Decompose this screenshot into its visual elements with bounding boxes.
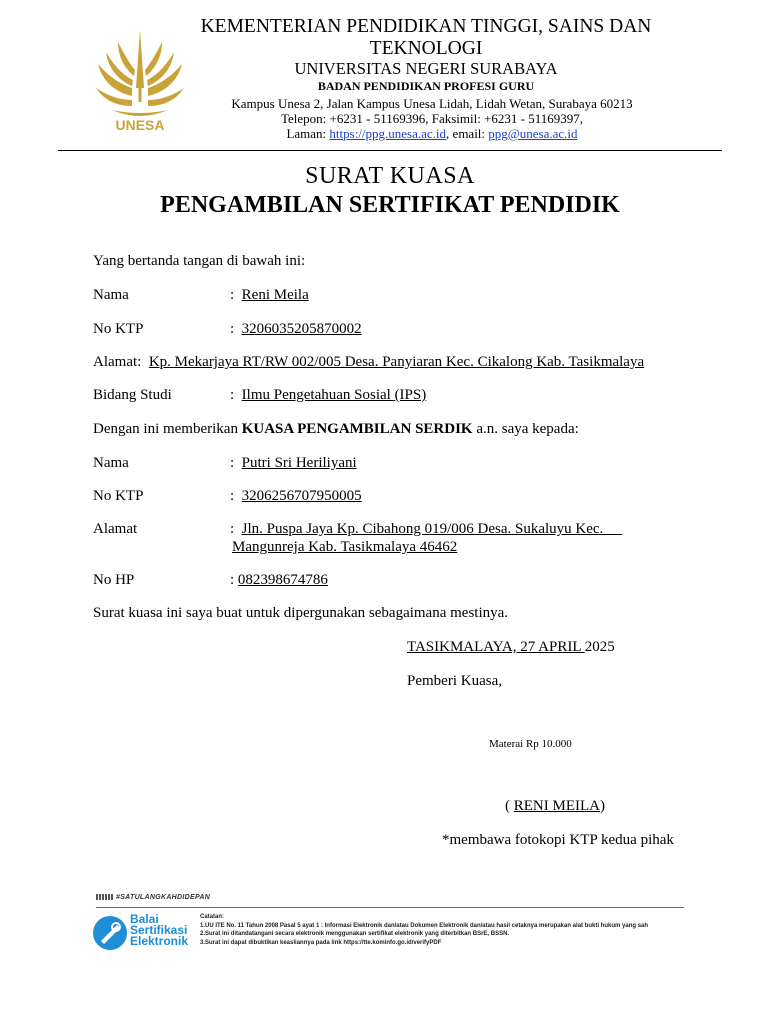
year: 2025 [584, 639, 615, 655]
bse-brand: Balai Sertifikasi Elektronik [130, 912, 189, 948]
grantee-name-row: : Putri Sri Heriliyani [230, 455, 357, 471]
footer-tagline: #SATULANGKAHDIDEPAN [96, 894, 686, 901]
grantor-name-row: : Reni Meila [230, 287, 309, 303]
grantor-address-row [93, 353, 644, 371]
notes-title: Catatan: [200, 914, 225, 920]
unesa-logo [92, 26, 188, 134]
grantor-field: Ilmu Pengetahuan Sosial (IPS) [241, 387, 427, 403]
closing-text: Surat kuasa ini saya buat untuk dipergunakan sebagaimana mestinya. [93, 605, 509, 621]
grantee-ktp: 3206256707950005 [241, 488, 362, 504]
header-divider [58, 150, 722, 151]
address-line: Kampus Unesa 2, Jalan Kampus Unesa Lidah, Lidah Wetan, Surabaya 60213 [231, 96, 633, 111]
university-name: UNIVERSITAS NEGERI SURABAYA [294, 59, 558, 78]
barcode-icon [96, 894, 114, 900]
footnote: *membawa fotokopi KTP kedua pihak [442, 832, 674, 848]
website-link[interactable]: https://ppg.unesa.ac.id [329, 126, 447, 141]
signer-name-row: ( RENI MEILA) [505, 798, 605, 814]
agency-name: BADAN PENDIDIKAN PROFESI GURU [317, 79, 535, 93]
logo-text: UNESA [115, 117, 165, 133]
grantee-ktp-label: No KTP [93, 488, 144, 504]
grantor-field-row: : Ilmu Pengetahuan Sosial (IPS) [230, 387, 427, 403]
place-date-underlined: TASIKMALAYA, 27 APRIL [407, 639, 585, 655]
grantee-address-line1: Jln. Puspa Jaya Kp. Cibahong 019/006 Desa. Sukaluyu Kec. [241, 521, 604, 537]
intro-text: Yang bertanda tangan di bawah ini: [93, 253, 306, 269]
grantor-ktp-label: No KTP [93, 321, 144, 337]
grantor-ktp-row: : 3206035205870002 [230, 321, 362, 337]
phone-line: Telepon: +6231 - 51169396, Faksimil: +6231 - 51169397, [280, 111, 584, 126]
grantee-phone-row: : 082398674786 [230, 572, 328, 588]
grantee-address-line2: Mangunreja Kab. Tasikmalaya 46462 [232, 539, 458, 555]
grantee-ktp-row: : 3206256707950005 [230, 488, 362, 504]
grantee-phone: 082398674786 [237, 572, 328, 588]
grantee-address-label: Alamat [93, 521, 138, 537]
email-link[interactable]: ppg@unesa.ac.id [488, 126, 578, 141]
grantor-address-label: Alamat: [93, 354, 142, 370]
document-title: SURAT KUASA [305, 163, 475, 189]
footer-divider [96, 907, 684, 908]
materai-label: Materai Rp 10.000 [489, 738, 572, 750]
grant-type: KUASA PENGAMBILAN SERDIK [241, 421, 473, 437]
grantee-address-row: : Jln. Puspa Jaya Kp. Cibahong 019/006 Desa. Sukaluyu Kec. [230, 520, 622, 538]
grantor-address: Kp. Mekarjaya RT/RW 002/005 Desa. Panyiaran Kec. Cikalong Kab. Tasikmalaya [148, 354, 645, 370]
grantor-field-label: Bidang Studi [93, 387, 172, 403]
grantor-ktp: 3206035205870002 [241, 321, 362, 337]
document-subtitle: PENGAMBILAN SERTIFIKAT PENDIDIK [160, 192, 620, 218]
note-2: 2.Surat ini ditandatangani secara elektronik menggunakan sertifikat elektronik yang diterbitkan BSrE, BSSN. [200, 931, 510, 937]
note-1: 1.UU ITE No. 11 Tahun 2008 Pasal 5 ayat 1 : Informasi Elektronik dan/atau Dokumen Elektronik dan/atau hasil cetaknya merupakan alat bukti hukum yang sah [200, 922, 649, 929]
place-date [407, 638, 615, 656]
grant-statement: Dengan ini memberikan KUASA PENGAMBILAN SERDIK a.n. saya kepada: [93, 421, 579, 437]
footer-notes [200, 913, 648, 947]
grantor-name-label: Nama [93, 287, 129, 303]
grantee-phone-label: No HP [93, 572, 135, 588]
ministry-name: KEMENTERIAN PENDIDIKAN TINGGI, SAINS DAN TEKNOLOGI [200, 16, 652, 59]
note-3: 3.Surat ini dapat dibuktikan keasliannya pada link https://tte.kominfo.go.id/verifyPDF [200, 939, 442, 946]
signer-name: RENI MEILA [513, 798, 600, 814]
signer-role: Pemberi Kuasa, [407, 673, 502, 689]
bse-logo-icon [92, 914, 128, 952]
grantee-name-label: Nama [93, 455, 129, 471]
grantee-name: Putri Sri Heriliyani [241, 455, 357, 471]
web-email-line [200, 126, 664, 142]
email-label: , email: [446, 126, 489, 141]
grantor-name: Reni Meila [241, 287, 309, 303]
web-label: Laman: [286, 126, 330, 141]
